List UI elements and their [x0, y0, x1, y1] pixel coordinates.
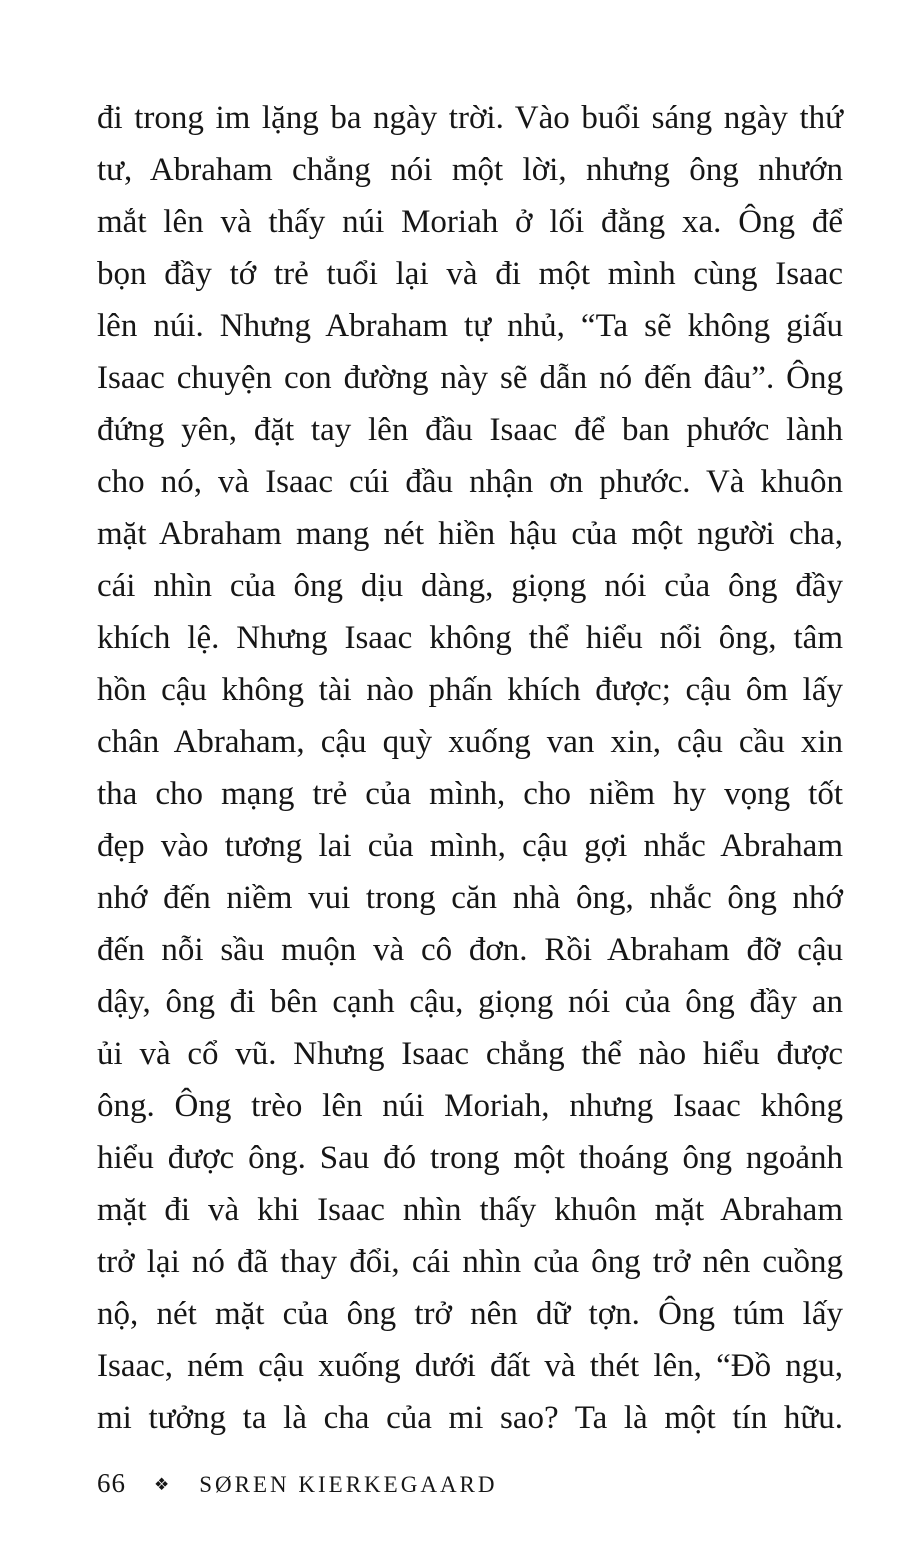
text-line: tha cho mạng trẻ của mình, cho niềm hy vọng tốt [97, 776, 843, 812]
fleuron-ornament-icon: ❖ [154, 1475, 170, 1494]
text-line: dậy, ông đi bên cạnh cậu, giọng nói của ông đầy an [97, 984, 843, 1020]
text-line: nộ, nét mặt của ông trở nên dữ tợn. Ông túm lấy [97, 1296, 843, 1332]
text-line: khích lệ. Nhưng Isaac không thể hiểu nổi ông, tâm [97, 620, 843, 656]
text-line: cho nó, và Isaac cúi đầu nhận ơn phước. Và khuôn [97, 464, 843, 500]
text-line: tư, Abraham chẳng nói một lời, nhưng ông nhướn [97, 152, 843, 188]
text-line: cái nhìn của ông dịu dàng, giọng nói của ông đầy [97, 568, 843, 604]
text-line: đẹp vào tương lai của mình, cậu gợi nhắc Abraham [97, 828, 843, 864]
text-line: ủi và cổ vũ. Nhưng Isaac chẳng thể nào hiểu được [97, 1036, 843, 1072]
text-line: trở lại nó đã thay đổi, cái nhìn của ông trở nên cuồng [97, 1244, 843, 1280]
text-line: đi trong im lặng ba ngày trời. Vào buổi sáng ngày thứ [97, 100, 843, 136]
text-line: chân Abraham, cậu quỳ xuống van xin, cậu cầu xin [97, 724, 843, 760]
text-line: nhớ đến niềm vui trong căn nhà ông, nhắc ông nhớ [97, 880, 843, 916]
text-line: bọn đầy tớ trẻ tuổi lại và đi một mình cùng Isaac [97, 256, 843, 292]
text-line: mặt đi và khi Isaac nhìn thấy khuôn mặt Abraham [97, 1192, 843, 1228]
text-line: mắt lên và thấy núi Moriah ở lối đằng xa. Ông để [97, 204, 843, 240]
text-line: ông. Ông trèo lên núi Moriah, nhưng Isaac không [97, 1088, 843, 1124]
text-line: lên núi. Nhưng Abraham tự nhủ, “Ta sẽ không giấu [97, 308, 843, 344]
text-line: Isaac chuyện con đường này sẽ dẫn nó đến đâu”. Ông [97, 360, 843, 396]
page-number: 66 [97, 1468, 126, 1498]
text-line: Isaac, ném cậu xuống dưới đất và thét lên, “Đồ ngu, [97, 1348, 843, 1384]
text-line: đứng yên, đặt tay lên đầu Isaac để ban phước lành [97, 412, 843, 448]
page-footer [97, 1468, 843, 1499]
text-line: hồn cậu không tài nào phấn khích được; cậu ôm lấy [97, 672, 843, 708]
running-title: SØREN KIERKEGAARD [199, 1472, 498, 1497]
text-line: mi tưởng ta là cha của mi sao? Ta là một tín hữu. [97, 1400, 843, 1436]
text-line: đến nỗi sầu muộn và cô đơn. Rồi Abraham đỡ cậu [97, 932, 843, 968]
page-text [97, 92, 843, 1444]
text-line: hiểu được ông. Sau đó trong một thoáng ông ngoảnh [97, 1140, 843, 1176]
text-line: mặt Abraham mang nét hiền hậu của một người cha, [97, 516, 843, 552]
